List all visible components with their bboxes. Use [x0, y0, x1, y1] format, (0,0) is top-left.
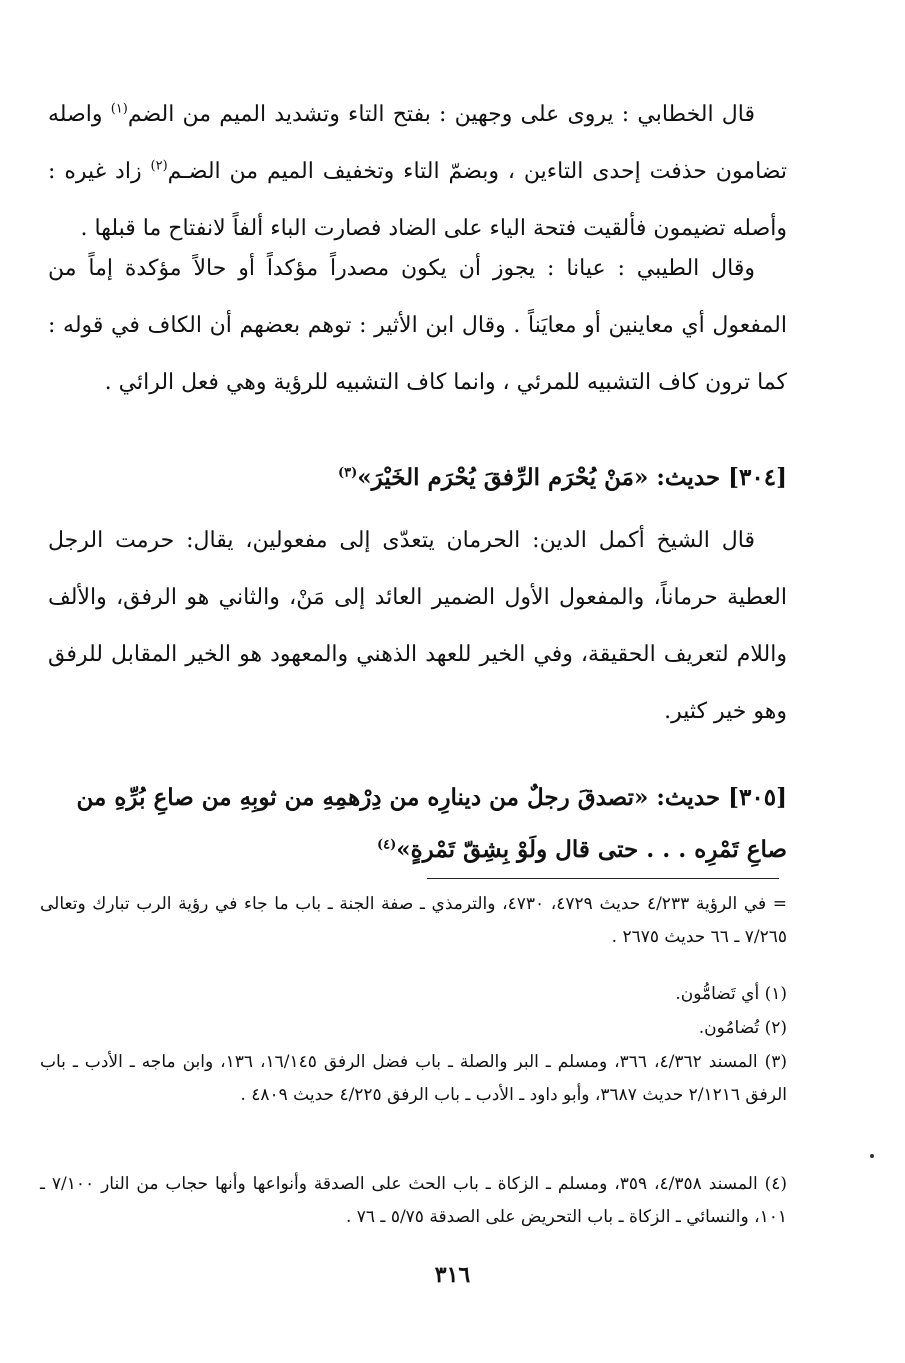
footnote-separator: [427, 878, 779, 879]
paragraph-khattabi-text-c: زاد غيره : وأصله تضيمون فألقيت فتحة الياء على الضاد فصارت الباء ألفاً لانفتاح ما قبلها .: [48, 159, 787, 241]
footnote-1: (١) أي تَضامُّون.: [675, 984, 787, 1004]
footnote-4: (٤) المسند ٤/٣٥٨، ٣٥٩، ومسلم ـ الزكاة ـ باب الحث على الصدقة وأنواعها وأنها حجاب من النار ٧/١٠٠ ـ ١٠١، والنسائي ـ الزكاة ـ باب التحريض على الصدقة ٥/٧٥ ـ ٧٦ .: [40, 1174, 787, 1227]
footnote-ref-4: (٤): [376, 837, 397, 853]
footnote-3: (٣) المسند ٤/٣٦٢، ٣٦٦، ومسلم ـ البر والصلة ـ باب فضل الرفق ١٦/١٤٥، ١٣٦، وابن ماجه ـ الأدب ـ باب الرفق ٢/١٢١٦ حديث ٣٦٨٧، وأبو داود ـ الأدب ـ باب الرفق ٤/٢٢٥ حديث ٤٨٠٩ .: [40, 1052, 788, 1105]
footnote-ref-3: (٣): [337, 465, 358, 481]
page-number: ٣١٦: [434, 1262, 471, 1288]
footnote-continued: = في الرؤية ٤/٢٣٣ حديث ٤٧٢٩، ٤٧٣٠، والترمذي ـ صفة الجنة ـ باب ما جاء في رؤية الرب تبارك وتعالى ٧/٢٦٥ ـ ٦٦ حديث ٢٦٧٥ .: [40, 894, 788, 947]
footnote-ref-2: (٢): [150, 158, 168, 174]
hadith-305-text: [٣٠٥] حديث: «تصدقَ رجلٌ من دينارِه من دِرْهمِهِ من ثوبِهِ من صاعِ بُرِّهِ من صاعِ تَمْرِه . . . حتى قال ولَوْ بِشِقّ تَمْرةٍ»: [76, 784, 787, 863]
paragraph-akmal: قال الشيخ أكمل الدين: الحرمان يتعدّى إلى مفعولين، يقال: حرمت الرجل العطية حرماناً، والمفعول الأول الضمير العائد إلى مَنْ، والثاني هو الرفق، والألف واللام لتعريف الحقيقة، وفي الخير للعهد الذهني والمعهود هو الخير المقابل للرفق وهو خير كثير.: [48, 528, 787, 724]
hadith-304-text: [٣٠٤] حديث: «مَنْ يُحْرَم الرِّفقَ يُحْرَم الخَيْرَ»: [357, 464, 787, 491]
footnote-ref-1: (١): [110, 101, 128, 117]
paragraph-khattabi-text-b: واصله تضامون حذفت إحدى التاءين ، وبضمّ التاء وتخفيف الميم من الضـم: [48, 102, 787, 184]
footnote-2: (٢) تُضامُون.: [698, 1018, 787, 1038]
scan-speck: [870, 1154, 874, 1158]
hadith-304-heading: [48, 452, 787, 504]
paragraph-khattabi: [48, 86, 787, 257]
paragraph-tibi: وقال الطيبي : عيانا : يجوز أن يكون مصدراً مؤكداً أو حالاً مؤكدة إماً من المفعول أي معاينين أو معايَناً . وقال ابن الأثير : توهم بعضهم أن الكاف في قوله : كما ترون كاف التشبيه للمرئي ، وانما كاف التشبيه للرؤية وهي فعل الرائي .: [48, 256, 787, 395]
paragraph-khattabi-text-a: قال الخطابي : يروى على وجهين : بفتح التاء وتشديد الميم من الضم: [127, 102, 755, 127]
hadith-305-heading: [48, 772, 787, 876]
